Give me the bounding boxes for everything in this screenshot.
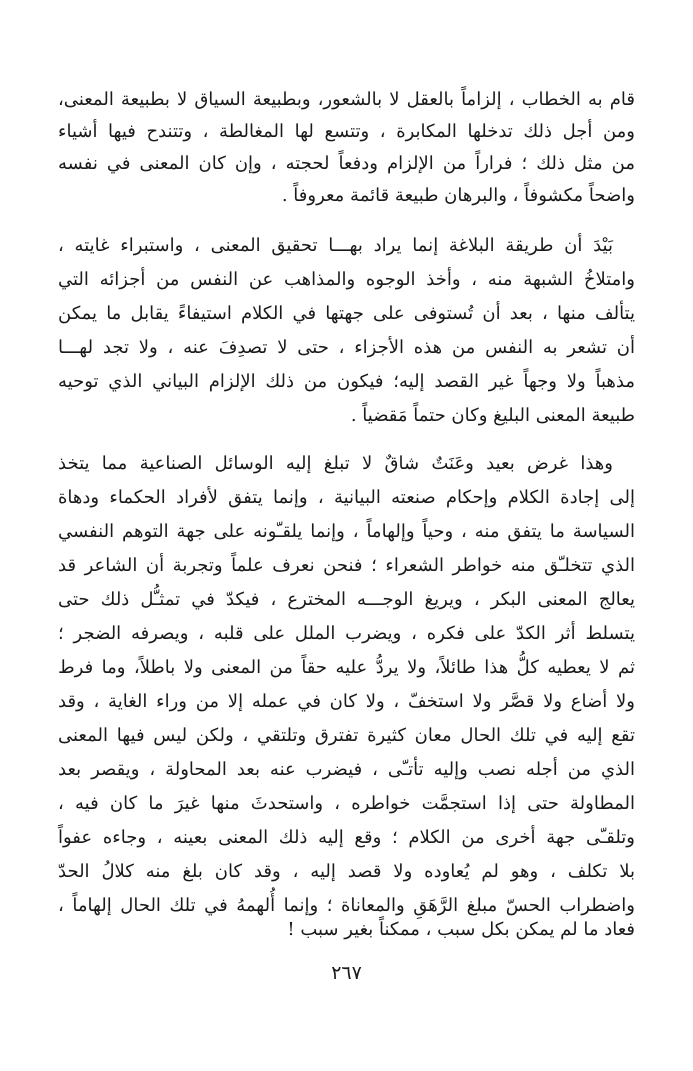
text-line: يتألف منها ، بعد أن تُستوفى على جهتها في الكلام استيفاءً يقابل ما يمكن [58,303,635,324]
text-line: ومن أجل ذلك تدخلها المكابرة ، وتتسع لها المغالطة ، وتتندح فيها أشياء [58,121,635,142]
text-line: يعالج المعنى البكر ، ويريغ الوجـــه المخترع ، فيكدّ في تمثـُّل ذلك حتى [58,589,635,610]
text-line: واضطراب الحسّ مبلغ الرَّهَقِ والمعاناة ؛ وإنما أُلهمهُ في تلك الحال إلهاماً ، [58,895,635,916]
text-line: وتلقـّى جهة أخرى من الكلام ؛ وقع إليه ذلك المعنى بعينه ، وجاءه عفواً [58,827,635,848]
text-line: من مثل ذلك ؛ فراراً من الإلزام ودفعاً لحجته ، وإن كان المعنى في نفسه [58,153,635,174]
page-number: ٢٦٧ [331,962,362,984]
text-line: قام به الخطاب ، إلزاماً بالعقل لا بالشعور، وبطبيعة السياق لا بطبيعة المعنى، [58,89,635,110]
text-line: ولا أضاع ولا قصَّر ولا استخفّ ، ولا كان في عمله إلا من وراء الغاية ، وقد [58,691,635,712]
text-line: يتسلط أثر الكدّ على فكره ، ويضرب الملل على قلبه ، ويصرفه الضجر ؛ [58,623,635,644]
text-line: وامتلاخُ الشبهة منه ، وأخذ الوجوه والمذاهب عن النفس من أجزائه التي [58,269,635,290]
text-line: المطاولة حتى إذا استجمَّت خواطره ، واستحدثَ منها غيرَ ما كان فيه ، [58,793,635,814]
text-line: مذهباً ولا وجهاً غير القصد إليه؛ فيكون من ذلك الإلزام البياني الذي توحيه [58,371,635,392]
text-line: واضحاً مكشوفاً ، والبرهان طبيعة قائمة معروفاً . [281,185,635,206]
text-line: طبيعة المعنى البليغ وكان حتماً مَقضياً . [350,405,635,426]
text-line: السياسة ما يتفق منه ، وحياً وإلهاماً ، وإنما يلقـّونه على جهة التوهم النفسي [58,521,635,542]
text-line: أن تشعر به النفس من هذه الأجزاء ، حتى لا تصدِفَ عنه ، ولا تجد لهـــا [58,337,635,358]
text-line: تقع إليه في تلك الحال معان كثيرة تفترق وتلتقي ، ولكن ليس فيها المعنى [58,725,635,746]
text-line: ثم لا يعطيه كلُّ هذا طائلاً، ولا يردُّ عليه حقاً من المعنى ولا باطلاً، وما فرط [58,657,635,678]
text-line: بلا تكلف ، وهو لم يُعاوده ولا قصد إليه ، وقد كان بلغ منه كلالُ الحدّ [58,861,635,882]
text-line: وهذا غرض بعيد وعَنَتٌ شاقٌ لا تبلغ إليه الوسائل الصناعية مما يتخذ [58,453,613,474]
text-line: الذي من أجله نصب وإليه تأتـّى ، فيضرب عنه بعد المحاولة ، ويقصر بعد [58,759,635,780]
text-line: بَيْدَ أن طريقة البلاغة إنما يراد بهـــا تحقيق المعنى ، واستبراء غايته ، [58,235,613,256]
text-line: فعاد ما لم يمكن بكل سبب ، ممكناً بغير سبب ! [287,919,635,940]
text-line: الذي تتخلـّق منه خواطر الشعراء ؛ فنحن نعرف علماً وتجربة أن الشاعر قد [58,555,635,576]
text-line: إلى إجادة الكلام وإحكام صنعته البيانية ، وإنما يتفق لأفراد الحكماء ودهاة [58,487,635,508]
